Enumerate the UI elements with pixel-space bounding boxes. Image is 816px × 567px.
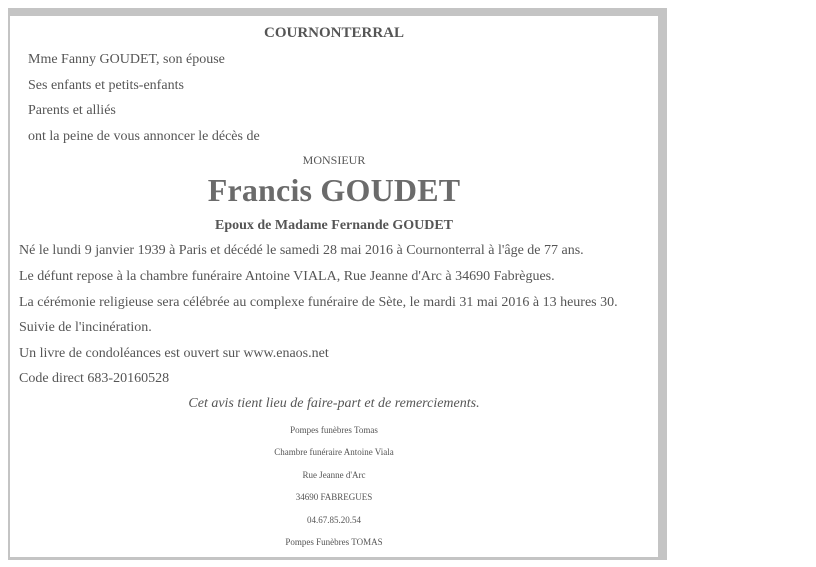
funeral-home-line: Pompes Funèbres TOMAS xyxy=(285,537,383,547)
funeral-home-line: 34690 FABREGUES xyxy=(295,492,373,502)
tagline: Cet avis tient lieu de faire-part et de remerciements. xyxy=(188,396,480,411)
obituary-notice xyxy=(10,16,658,557)
notice-paragraph: Code direct 683-20160528 xyxy=(19,371,170,386)
notice-paragraph: Le défunt repose à la chambre funéraire Antoine VIALA, Rue Jeanne d'Arc à 34690 Fabrègues. xyxy=(19,269,555,284)
family-line: Ses enfants et petits-enfants xyxy=(28,78,184,93)
deceased-name: Francis GOUDET xyxy=(207,172,461,208)
funeral-home-line: Pompes funèbres Tomas xyxy=(290,425,378,435)
funeral-home-line: Rue Jeanne d'Arc xyxy=(302,470,366,480)
family-line: ont la peine de vous annoncer le décès de xyxy=(28,129,260,144)
honorific: MONSIEUR xyxy=(302,153,366,167)
family-line: Mme Fanny GOUDET, son épouse xyxy=(28,52,225,67)
spouse-line: Epoux de Madame Fernande GOUDET xyxy=(214,218,453,233)
notice-paragraph: Suivie de l'incinération. xyxy=(19,320,152,335)
funeral-home-phone: 04.67.85.20.54 xyxy=(307,515,361,525)
funeral-home-line: Chambre funéraire Antoine Viala xyxy=(274,447,394,457)
notice-paragraph: Un livre de condoléances est ouvert sur www.enaos.net xyxy=(19,346,329,361)
notice-paragraph: La cérémonie religieuse sera célébrée au complexe funéraire de Sète, le mardi 31 mai 2016 à 13 heures 30. xyxy=(19,295,618,310)
town-heading: COURNONTERRAL xyxy=(263,25,404,41)
family-line: Parents et alliés xyxy=(28,103,116,118)
notice-paragraph: Né le lundi 9 janvier 1939 à Paris et décédé le samedi 28 mai 2016 à Cournonterral à l'âge de 77 ans. xyxy=(19,243,584,258)
